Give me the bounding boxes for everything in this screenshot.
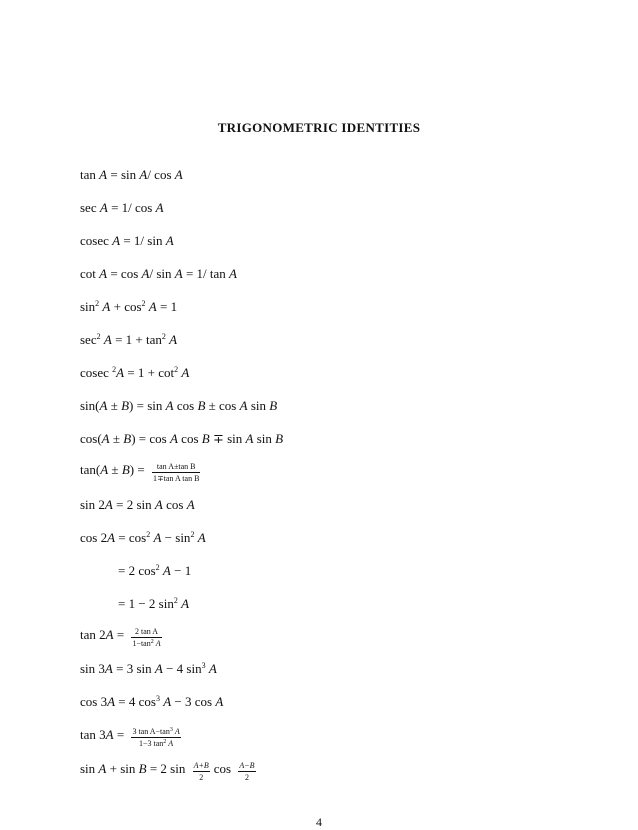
op: + sin [106,761,136,777]
var: B [275,431,284,446]
var: A [155,200,164,215]
identity-tan-sum [80,462,204,483]
op: − 4 sin [162,661,202,676]
var: A [100,462,109,478]
var: A [102,299,111,314]
exponent: 3 [155,694,160,703]
page-number: 4 [316,815,322,829]
exponent: 2 [161,332,166,341]
rhs: = 1/ tan [182,266,226,281]
identity-sin-3a [80,661,217,677]
var: B [269,398,278,413]
var: A [139,167,148,182]
var: A [104,497,113,512]
var: B [121,398,130,413]
op: − 3 cos [171,694,213,709]
var: A [107,694,116,709]
var: A [116,365,125,380]
numerator: tan A±tan B [152,462,200,473]
exponent: 2 [141,299,146,308]
var: B [123,431,132,446]
rhs: = 1/ sin [120,233,163,248]
rhs: ) = sin [129,398,163,413]
denominator [131,638,161,648]
identity-cot [80,266,237,282]
identity-cosec [80,233,174,249]
var: A [168,739,174,749]
fraction [238,761,255,782]
numerator [131,727,180,738]
identity-cos-3a [80,694,223,710]
fn-cot: cot [80,266,96,281]
var: A [155,639,161,649]
fn-sin: sin 3 [80,661,105,676]
var: B [197,398,206,413]
exponent: 2 [95,299,100,308]
var: A [105,727,114,743]
numerator: A−B [238,761,255,772]
identity-cos-2a-alt-1 [118,563,191,579]
fn-sec: sec [80,332,97,347]
rhs: = 4 cos [115,694,156,709]
var: A [181,365,190,380]
var: A [153,530,162,545]
fn-tan: tan [80,167,96,182]
var: A [239,398,248,413]
eq-sign: = [113,627,125,643]
op: ∓ sin [209,431,243,446]
var: A [245,431,254,446]
page-title: TRIGONOMETRIC IDENTITIES [217,120,421,135]
exponent: 2 [155,563,160,572]
fraction [131,727,180,748]
fn-sin: sin 2 [80,497,105,512]
eq-sign: = [107,167,121,182]
identity-sum-to-product [80,761,260,782]
denominator-text: 1−tan [132,639,151,649]
var: B [138,761,147,777]
var: A [174,266,183,281]
op: + cos [110,299,142,314]
fn-sin: sin [80,299,96,314]
eq-sign: ) = [129,462,145,478]
fraction [152,462,200,483]
identity-pythagorean-2 [80,332,177,348]
fn-tan: tan 2 [80,627,106,643]
fn-cos: cos 3 [80,694,108,709]
identity-pythagorean-1 [80,299,177,315]
numerator: 2 tan A [131,627,161,638]
op: − sin [161,530,191,545]
var: A [165,398,174,413]
op: ± [107,398,122,413]
identity-pythagorean-3 [80,365,189,381]
identity-cos-2a [80,530,206,546]
rhs: / sin [149,266,172,281]
fraction [193,761,210,782]
numerator: A+B [193,761,210,772]
rhs: = 1 + tan [111,332,162,347]
identity-tan-2a [80,627,166,648]
var: A [148,299,157,314]
exponent: 2 [173,596,178,605]
fn-cos: cos [173,398,195,413]
rhs: = 3 sin [112,661,152,676]
fn-cos: cos [162,497,184,512]
var: A [112,233,121,248]
var: B [121,462,130,478]
fn-cos: cos [177,431,199,446]
fn-sin: sin [80,761,96,777]
exponent: 2 [150,639,154,646]
var: A [103,332,112,347]
rhs: ) = cos [131,431,167,446]
var: B [201,431,210,446]
fn-cosec: cosec [80,233,109,248]
rhs: = 2 cos [118,563,156,578]
op: ± [108,462,122,478]
identity-sec [80,200,164,216]
exponent: 3 [169,727,173,733]
rhs: = 1 + cot [124,365,175,380]
var: A [141,266,150,281]
exponent: 2 [190,530,195,539]
var: A [174,167,183,182]
identity-tan-3a [80,727,185,748]
exponent: 3 [201,661,206,670]
rhs: = 1 − 2 sin [118,596,174,611]
op: ± [109,431,124,446]
var: A [165,233,174,248]
var: A [163,694,172,709]
identity-cos-2a-alt-2 [118,596,189,612]
exponent: 2 [96,332,101,341]
denominator: 2 [244,773,249,783]
exponent: 2 [163,739,167,746]
fn-sin: sin [120,167,137,182]
var: A [181,596,190,611]
var: A [169,431,178,446]
op: / cos [147,167,172,182]
denominator: 2 [199,773,204,783]
var: A [99,398,108,413]
var: A [229,266,237,281]
var: A [162,563,171,578]
denominator-text: 1−3 tan [138,739,164,749]
rhs: − 1 [170,563,192,578]
denominator [131,738,180,748]
var: A [154,497,163,512]
numerator-text: 3 tan A−tan [132,727,170,736]
fn-cos: cos( [80,431,102,446]
fraction [131,627,161,648]
exponent: 2 [174,365,179,374]
var: A [105,627,114,643]
eq-sign: = [113,727,125,743]
var: A [174,727,180,736]
var: A [197,530,206,545]
var: A [154,661,163,676]
fn-sec: sec [80,200,97,215]
var: A [104,661,113,676]
fn-sin: sin [253,431,272,446]
var: A [99,167,108,182]
fn-tan: tan( [80,462,101,478]
fn-cosec: cosec [80,365,109,380]
fn-tan: tan 3 [80,727,106,743]
var: A [99,200,108,215]
fn-cos: cos [213,761,232,777]
var: A [99,266,108,281]
rhs: = 1/ cos [107,200,153,215]
var: A [107,530,116,545]
rhs: = cos [107,266,139,281]
rhs: = 2 sin [146,761,186,777]
var: A [186,497,195,512]
op: ± cos [205,398,237,413]
var: A [169,332,178,347]
rhs: = 1 [156,299,178,314]
exponent: 2 [146,530,151,539]
var: A [208,661,217,676]
rhs: = cos [115,530,147,545]
var: A [101,431,110,446]
fn-sin: sin( [80,398,100,413]
var: A [98,761,107,777]
identity-tan [80,167,183,183]
exponent: 2 [112,365,117,374]
identity-sin-sum [80,398,277,414]
fn-cos: cos 2 [80,530,108,545]
fn-sin: sin [247,398,266,413]
denominator: 1∓tan A tan B [152,474,200,484]
rhs: = 2 sin [112,497,152,512]
identity-cos-sum [80,431,283,447]
var: A [215,694,224,709]
identity-sin-2a [80,497,195,513]
